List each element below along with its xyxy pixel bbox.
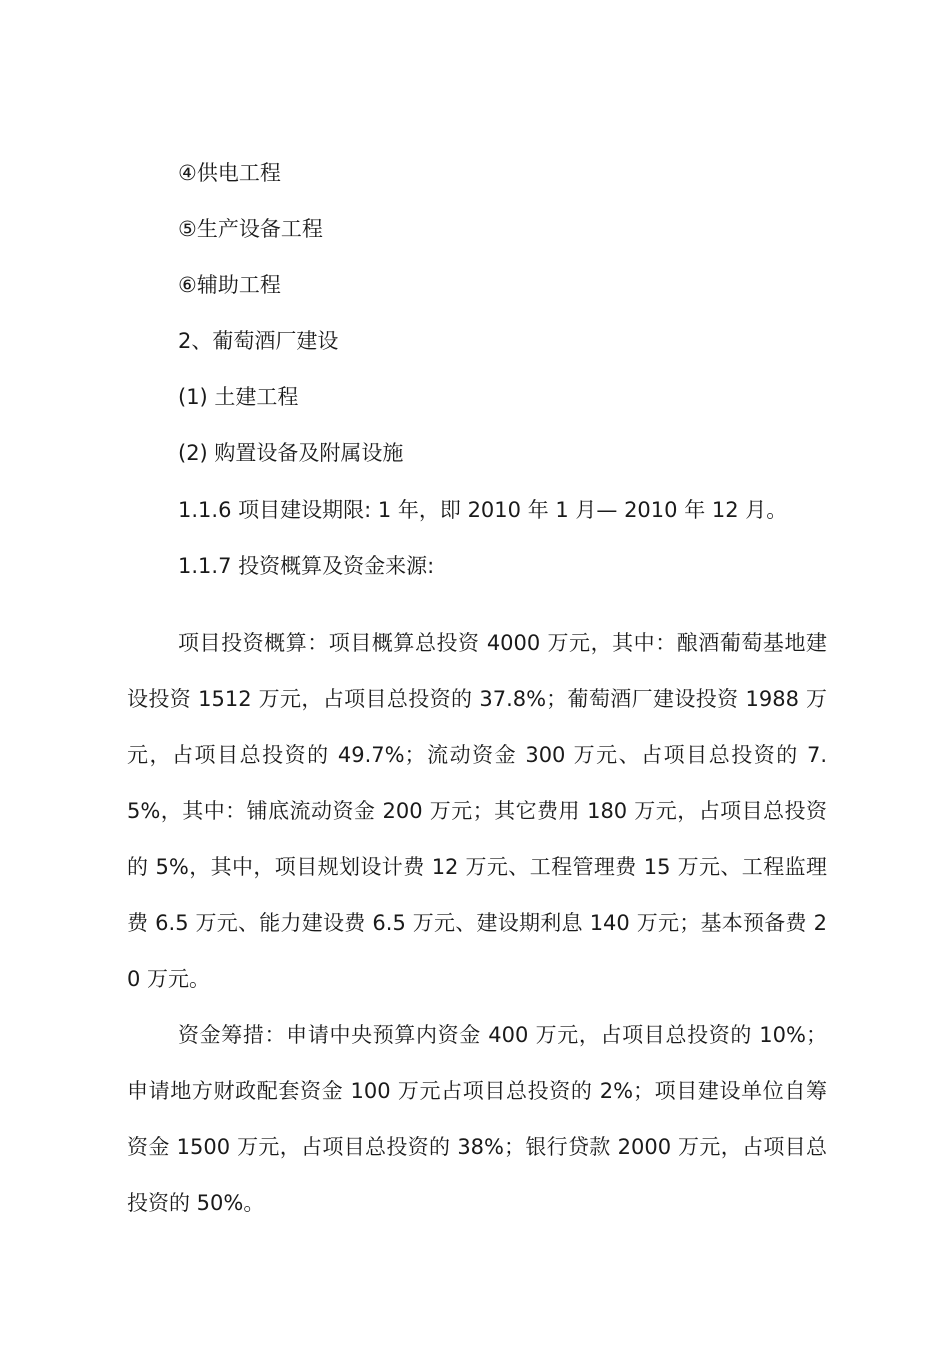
paragraph-fund-raising: 资金筹措：申请中央预算内资金 400 万元，占项目总投资的 10%；申请地方财政配套资金 100 万元占项目总投资的 2%；项目建设单位自筹资金 1500 万元，占项目总投资的 38%；银行贷款 2000 万元，占项目总投资的 50%。: [127, 1023, 827, 1215]
section-heading-investment: 1.1.7 投资概算及资金来源:: [178, 554, 435, 578]
list-item-auxiliary-works: ⑥辅助工程: [178, 273, 281, 297]
section-heading-construction-period: 1.1.6 项目建设期限: 1 年，即 2010 年 1 月— 2010 年 12 月。: [178, 498, 788, 522]
list-item-production-equipment: ⑤生产设备工程: [178, 217, 323, 241]
list-item-power-supply: ④供电工程: [178, 161, 281, 185]
section-heading-winery: 2、葡萄酒厂建设: [178, 329, 339, 353]
list-item-equipment-purchase: (2) 购置设备及附属设施: [178, 441, 404, 465]
paragraph-investment-estimate: 项目投资概算：项目概算总投资 4000 万元，其中：酿酒葡萄基地建设投资 1512 万元，占项目总投资的 37.8%；葡萄酒厂建设投资 1988 万元，占项目总投资的 49.7%；流动资金 300 万元、占项目总投资的 7.5%，其中：铺底流动资金 200 万元；其它费用 180 万元，占项目总投资的 5%，其中，项目规划设计费 12 万元、工程管理费 15 万元、工程监理费 6.5 万元、能力建设费 6.5 万元、建设期利息 140 万元；基本预备费 20 万元。: [127, 631, 827, 991]
list-item-civil-works: (1) 土建工程: [178, 385, 299, 409]
